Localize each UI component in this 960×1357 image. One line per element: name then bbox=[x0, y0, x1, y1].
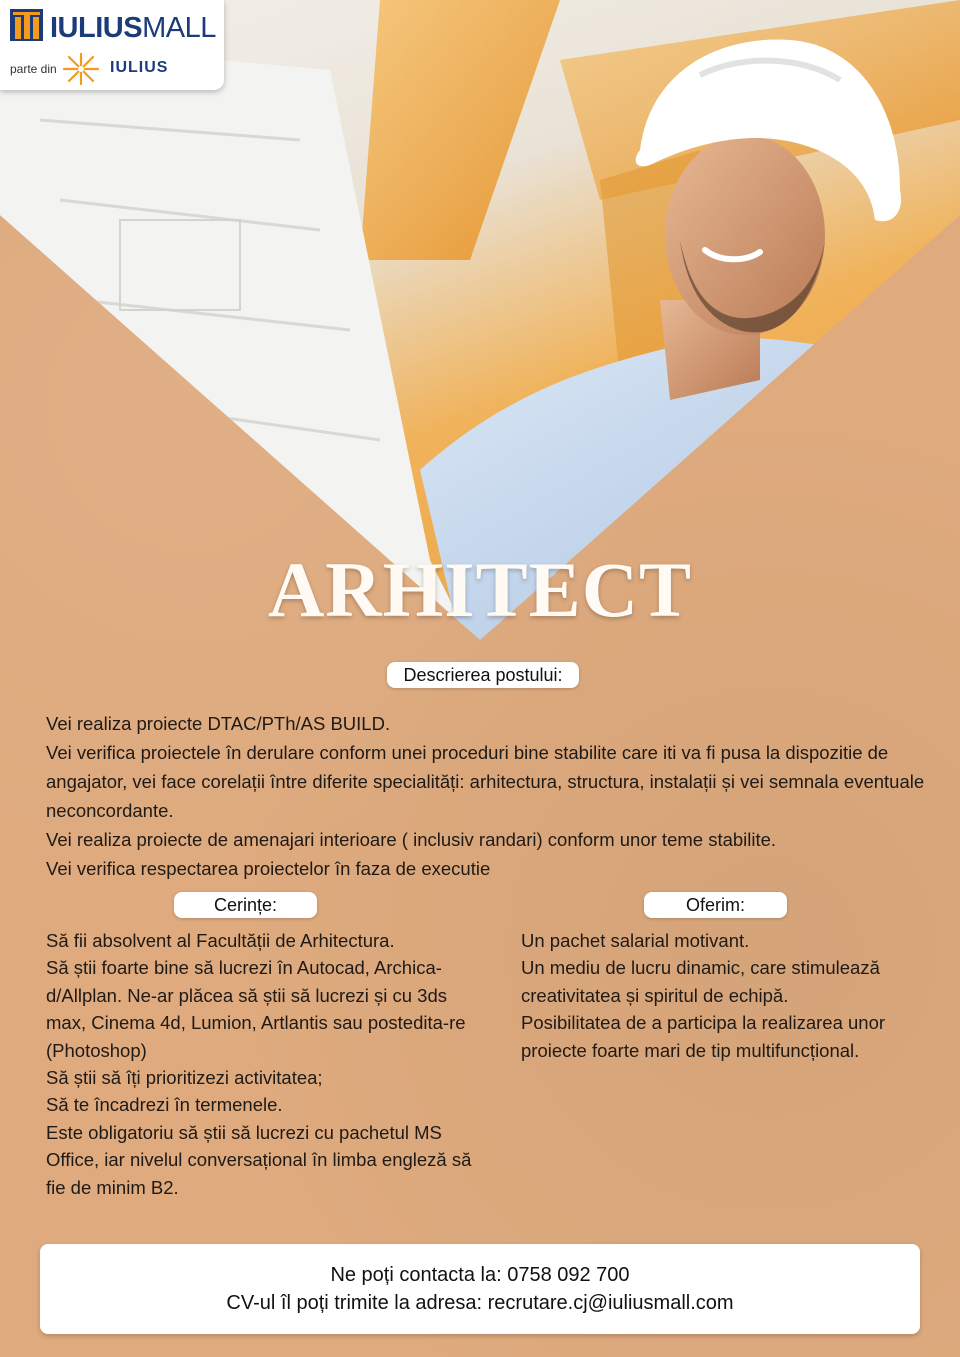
offer-heading: Oferim: bbox=[644, 892, 787, 918]
group-name: IULIUS bbox=[110, 59, 169, 76]
description-heading: Descrierea postului: bbox=[387, 662, 579, 688]
iulius-sun-icon bbox=[60, 52, 102, 86]
description-line: Vei realiza proiecte de amenajari interioare ( inclusiv randari) conform unor teme stabilite. bbox=[46, 829, 777, 850]
requirement-item: Este obligatoriu să știi să lucrezi cu pachetul MS Office, iar nivelul conversațional în limba engleză să fie de minim B2. bbox=[46, 1121, 472, 1198]
requirements-list bbox=[46, 927, 486, 1201]
iuliusmall-logo-icon bbox=[10, 9, 43, 41]
requirement-item: Să știi foarte bine să lucrezi în Autocad, Archica-d/Allplan. Ne-ar plăcea să știi să lucrezi și cu 3ds max, Cinema 4d, Lumion, Artlantis sau postedita-re (Photoshop) bbox=[46, 957, 466, 1061]
description-line: Vei verifica respectarea proiectelor în faza de executie bbox=[46, 858, 491, 879]
offer-list bbox=[521, 927, 921, 1064]
requirement-item: Să te încadrezi în termenele. bbox=[46, 1094, 283, 1116]
brand-name: IULIUSMALL bbox=[50, 12, 216, 44]
job-title: ARHITECT bbox=[267, 546, 693, 633]
description-line: Vei realiza proiecte DTAC/PTh/AS BUILD. bbox=[46, 713, 391, 734]
offer-item: Un mediu de lucru dinamic, care stimulează creativitatea și spiritul de echipă. bbox=[521, 957, 880, 1006]
offer-item: Un pachet salarial motivant. bbox=[521, 930, 750, 951]
contact-box bbox=[40, 1244, 920, 1334]
logo-card bbox=[0, 0, 224, 90]
contact-phone: Ne poți contacta la: 0758 092 700 bbox=[330, 1264, 630, 1286]
description-line: Vei verifica proiectele în derulare conform unei proceduri bine stabilite care iti va fi pusa la dispozitie de angajator, vei face corelații între diferite specialități: arhitectura, structura, instalații și vei semnala eventuale neconcordante. bbox=[46, 742, 925, 821]
description-text bbox=[46, 709, 926, 883]
contact-email: CV-ul îl poți trimite la adresa: recrutare.cj@iuliusmall.com bbox=[226, 1292, 734, 1314]
brand-sub-label: parte din bbox=[10, 62, 57, 76]
requirement-item: Să fii absolvent al Facultății de Arhitectura. bbox=[46, 930, 395, 951]
requirement-item: Să știi să îți prioritizezi activitatea; bbox=[46, 1067, 323, 1089]
offer-item: Posibilitatea de a participa la realizarea unor proiecte foarte mari de tip multifuncțional. bbox=[521, 1012, 886, 1061]
requirements-heading: Cerințe: bbox=[174, 892, 317, 918]
